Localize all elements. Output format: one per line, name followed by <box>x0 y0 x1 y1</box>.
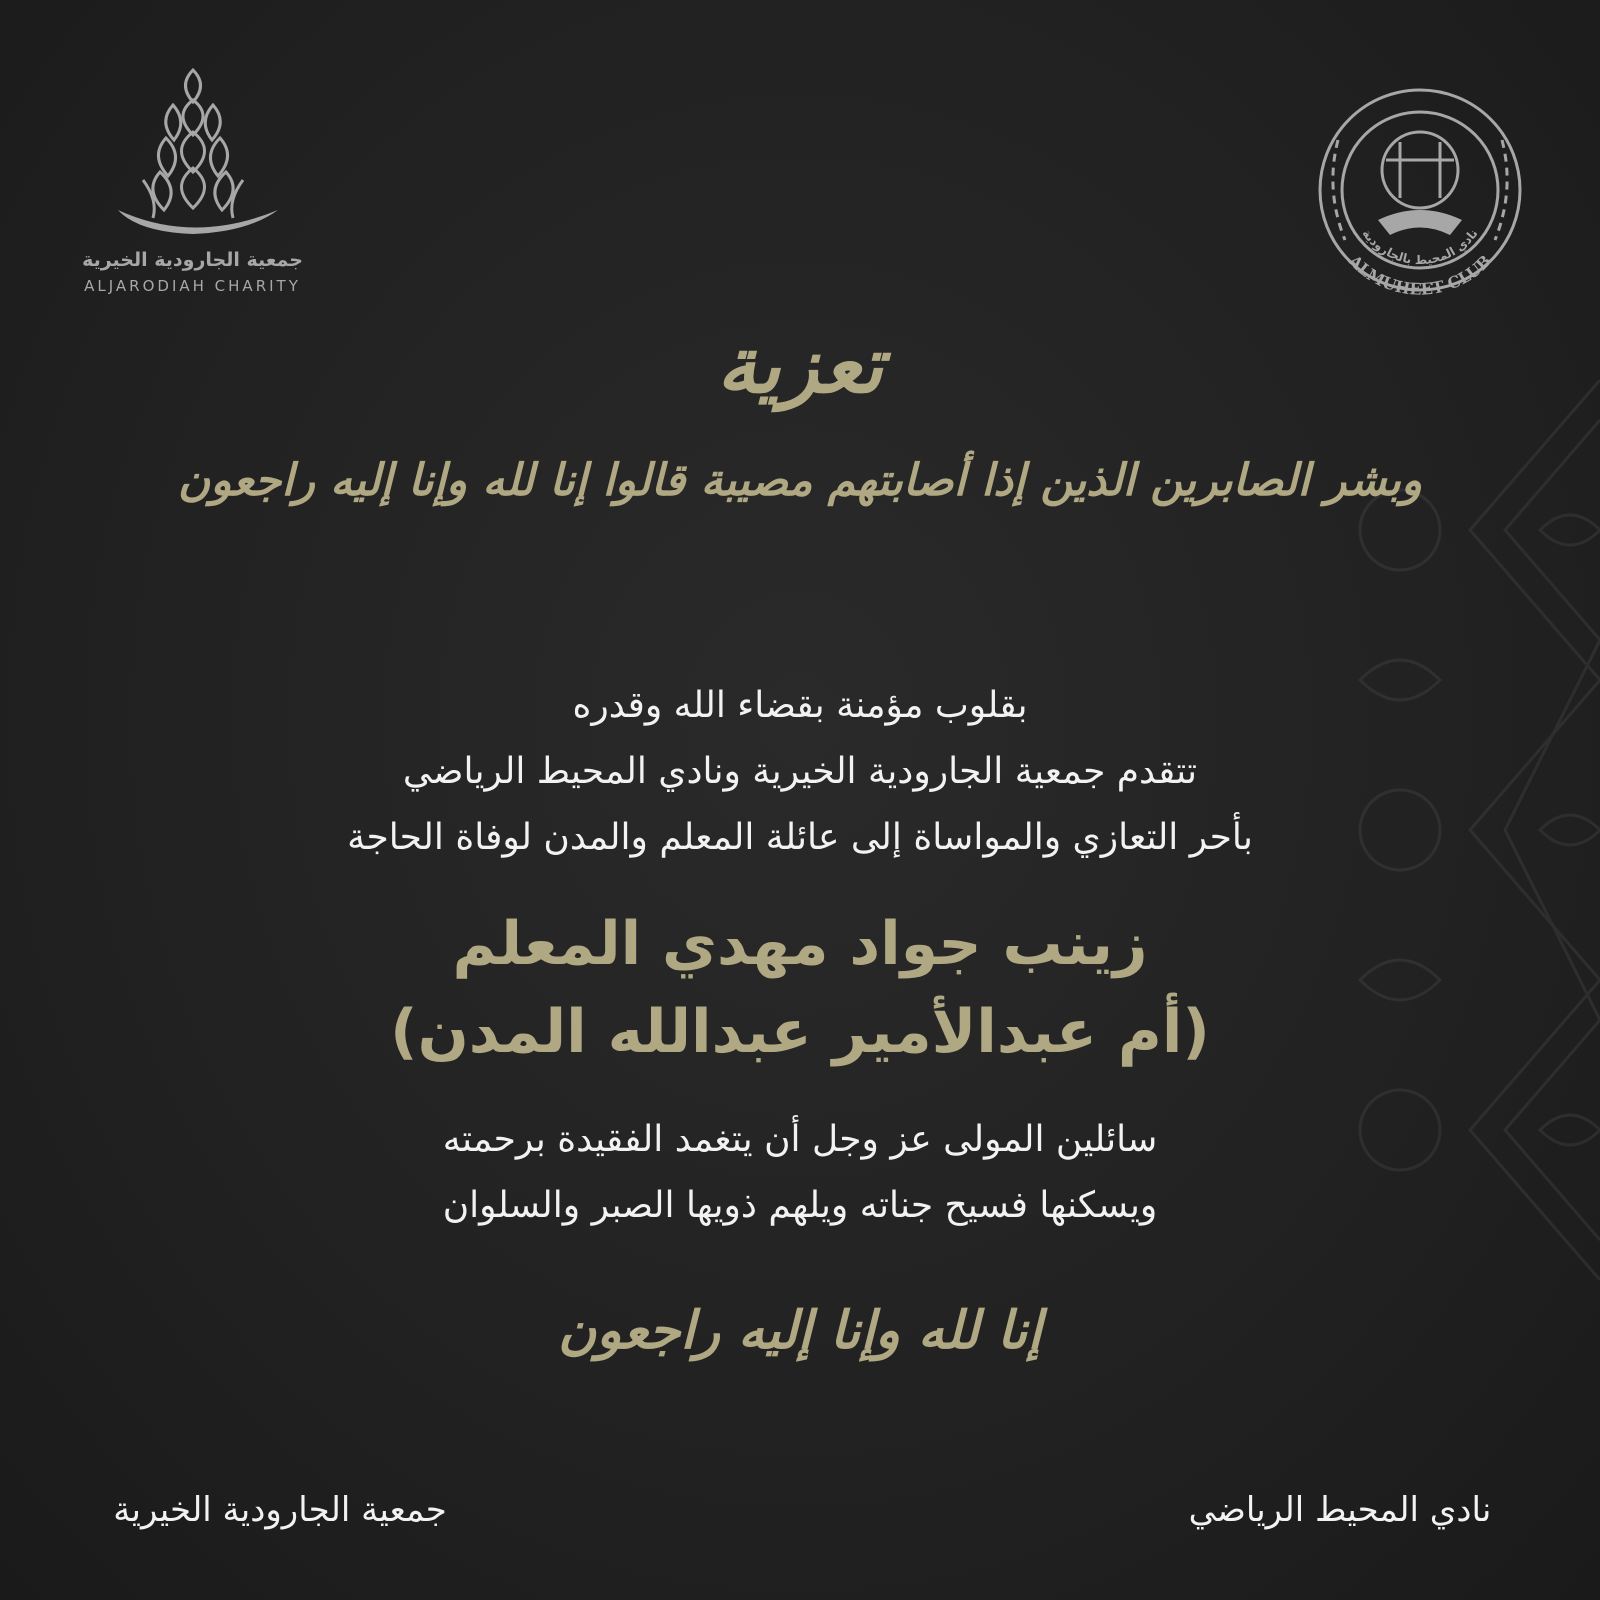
quran-verse: وبشر الصابرين الذين إذا أصابتهم مصيبة قالوا إنا لله وإنا إليه راجعون <box>177 455 1423 506</box>
prayer-line: سائلين المولى عز وجل أن يتغمد الفقيدة برحمته <box>442 1119 1158 1160</box>
club-logo-name-ar: نادي المحيط بالجارودية <box>1359 226 1481 268</box>
footer-club-name: نادي المحيط الرياضي <box>1188 1490 1492 1530</box>
closing-calligraphy: إنا لله وإنا إليه راجعون <box>558 1300 1042 1361</box>
charity-logo-name-en: ALJARODIAH CHARITY <box>84 277 301 295</box>
deceased-block <box>0 900 1600 1076</box>
prayer-line: ويسكنها فسيح جناته ويلهم ذويها الصبر والسلوان <box>442 1185 1158 1226</box>
message-line: تتقدم جمعية الجارودية الخيرية ونادي المحيط الرياضي <box>402 751 1198 792</box>
deceased-name: زينب جواد مهدي المعلم <box>452 909 1148 979</box>
prayer-message <box>0 1107 1600 1239</box>
message-line: بأحر التعازي والمواساة إلى عائلة المعلم والمدن لوفاة الحاجة <box>347 817 1253 858</box>
footer-charity-name: جمعية الجارودية الخيرية <box>113 1490 447 1530</box>
aljarodiah-charity-logo <box>55 60 330 295</box>
condolence-title: تعزية <box>717 320 883 411</box>
deceased-kunya: (أم عبدالأمير عبدالله المدن) <box>390 997 1210 1067</box>
club-logo-name-en: ALMUHEET CLUB <box>1345 251 1495 299</box>
almuheet-club-logo <box>1300 80 1540 320</box>
svg-text:نادي المحيط بالجارودية <box>1359 227 1480 268</box>
football-icon <box>1382 132 1458 208</box>
wheat-emblem-icon <box>98 60 288 245</box>
message-line: بقلوب مؤمنة بقضاء الله وقدره <box>572 685 1028 726</box>
charity-logo-name-ar: جمعية الجارودية الخيرية <box>82 249 303 271</box>
handshake-icon <box>1378 210 1462 235</box>
condolence-message <box>0 673 1600 871</box>
